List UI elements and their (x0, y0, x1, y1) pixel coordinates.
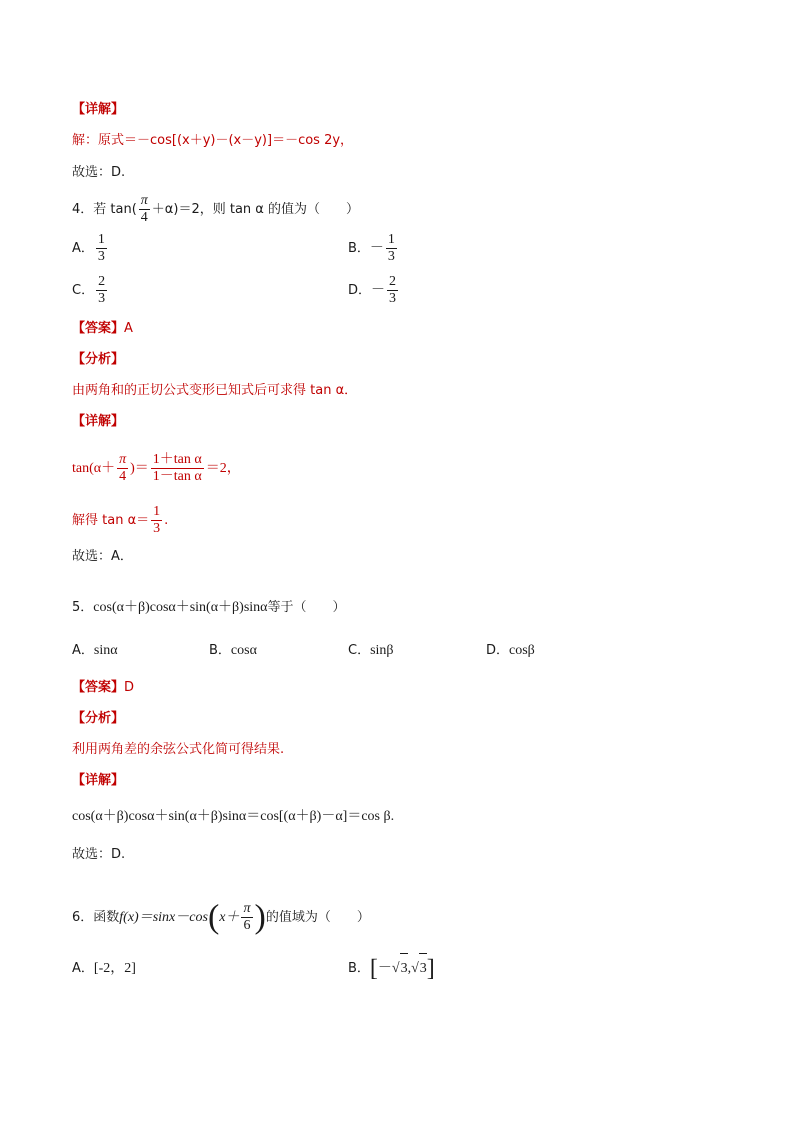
q6-stem (72, 898, 370, 938)
q5-detail-formula: cos(α＋β)cosα＋sin(α＋β)sinα＝cos[(α＋β)－α]＝cos β. (72, 809, 395, 824)
detail-label: 【详解】 (72, 102, 125, 117)
q5-option-d (486, 642, 535, 660)
detail-label: 【详解】 (72, 414, 125, 429)
q6-sqrt-content-1: 3 (400, 953, 408, 984)
q4-option-b-frac (386, 232, 397, 265)
q6-option-a-label: A． (72, 961, 94, 976)
q4-detail-ratio (151, 452, 204, 485)
q6-stem-prefix: 6．函数 (72, 910, 120, 925)
q4-analysis: 由两角和的正切公式变形已知式后可求得 tan α． (72, 383, 358, 398)
q4-solve-den: 3 (153, 521, 161, 536)
q4-four: 4 (140, 210, 148, 225)
q6-sqrt-sign-2: √ (411, 961, 419, 976)
q6-option-a (72, 960, 136, 978)
q4-solve-frac (151, 504, 162, 537)
q5-option-c-label: C． (348, 643, 371, 658)
q4-option-a-label: A． (72, 241, 94, 256)
q5-stem-suffix: 等于（ ） (267, 600, 346, 615)
q6-sqrt-content-2: 3 (419, 953, 427, 984)
q5-analysis: 利用两角差的余弦公式化简可得结果. (72, 742, 285, 757)
q6-stem-x: x＋ (219, 910, 240, 925)
answer-label: 【答案】 (72, 680, 125, 695)
detail-label: 【详解】 (72, 773, 125, 788)
q4-option-c-num: 2 (98, 274, 106, 289)
q6-option-b-label: B． (348, 961, 370, 976)
q4-stem-prefix: 4．若 tan( (72, 202, 137, 217)
answer-label: 【答案】 (72, 321, 125, 336)
q6-option-b-minus: － (377, 961, 392, 976)
q5-option-b (209, 642, 257, 660)
q3-solution-text: 解：原式＝－cos[(x＋y)－(x－y)]＝－cos 2y， (72, 133, 354, 148)
q6-option-a-value: [-2，2] (93, 961, 136, 976)
q4-option-b-den: 3 (387, 249, 395, 264)
q4-option-d-num: 2 (389, 274, 397, 289)
q5-stem-prefix: 5． (72, 600, 94, 615)
q4-option-a-den: 3 (97, 249, 105, 264)
q4-option-a (72, 232, 109, 266)
analysis-label: 【分析】 (72, 711, 125, 726)
q5-option-a-label: A． (72, 643, 94, 658)
q6-left-paren: ( (207, 898, 220, 936)
q5-option-d-value: cosβ (509, 643, 535, 658)
q4-answer (72, 320, 133, 338)
q4-stem (72, 193, 359, 227)
q3-solution (72, 132, 353, 150)
q4-pi-over-4 (139, 193, 150, 226)
q4-option-a-num: 1 (97, 232, 105, 247)
q6-option-b-sep: , (407, 961, 412, 976)
q6-six: 6 (243, 918, 251, 933)
q6-pi: π (243, 901, 251, 916)
q5-choice: 故选：D. (72, 847, 126, 862)
q5-option-d-label: D． (486, 643, 510, 658)
q4-detail-four: 4 (119, 469, 127, 484)
q5-option-a-value: sinα (93, 643, 118, 658)
q4-option-b-num: 1 (387, 232, 395, 247)
q4-option-b-label: B． (348, 241, 370, 256)
q4-solve (72, 502, 168, 540)
q4-solve-num: 1 (153, 504, 161, 519)
q4-option-c-frac (96, 274, 107, 307)
q3-choice: 故选：D. (72, 165, 126, 180)
q4-detail-den: 1－tan α (152, 469, 202, 484)
q4-option-c-den: 3 (98, 291, 106, 306)
q6-sqrt-sign-1: √ (391, 961, 400, 976)
q6-right-paren: ) (254, 898, 266, 936)
q4-option-d-sign: － (371, 283, 386, 298)
q6-option-b (348, 953, 435, 984)
q5-option-c (348, 642, 394, 660)
q5-option-a (72, 642, 118, 660)
q4-option-b (348, 232, 399, 266)
q5-answer (72, 679, 134, 697)
q4-option-d (348, 274, 400, 308)
q4-detail-pi-over-4 (117, 452, 128, 485)
q4-option-d-label: D． (348, 283, 372, 298)
q4-option-c (72, 274, 109, 308)
q4-solve-end: . (164, 513, 169, 528)
q6-pi-over-6 (241, 901, 252, 934)
q4-option-c-label: C． (72, 283, 95, 298)
q5-answer-value: D (124, 680, 135, 695)
q4-stem-mid: ＋α)＝2，则 tan α 的值为（ ） (151, 202, 359, 217)
q5-option-b-label: B． (209, 643, 231, 658)
q4-option-d-den: 3 (389, 291, 397, 306)
q5-stem (72, 599, 346, 617)
q6-option-b-rbracket: ] (426, 955, 435, 982)
q6-stem-suffix: 的值域为（ ） (265, 910, 370, 925)
analysis-label: 【分析】 (72, 352, 125, 367)
q4-option-a-frac (96, 232, 107, 265)
q6-option-b-lbracket: [ (369, 955, 378, 982)
q4-detail-num: 1＋tan α (152, 452, 202, 467)
q4-option-d-frac (387, 274, 398, 307)
q5-stem-expr: cos(α＋β)cosα＋sin(α＋β)sinα (93, 600, 268, 615)
q5-option-c-value: sinβ (370, 643, 394, 658)
q4-pi: π (140, 193, 148, 208)
q4-detail-pi: π (119, 452, 127, 467)
q4-detail-formula (72, 450, 241, 488)
q4-detail-mid: )＝ (130, 461, 149, 476)
q4-detail-rhs: ＝2， (205, 461, 241, 476)
q4-answer-value: A (124, 321, 133, 336)
q5-option-b-value: cosα (230, 643, 257, 658)
q4-solve-prefix: 解得 tan α＝ (72, 513, 150, 528)
q6-stem-f: f(x)＝sinx－cos (119, 910, 208, 925)
q4-detail-lhs: tan(α＋ (72, 461, 116, 476)
q4-option-b-sign: － (369, 241, 384, 256)
q4-choice: 故选：A． (72, 549, 133, 564)
